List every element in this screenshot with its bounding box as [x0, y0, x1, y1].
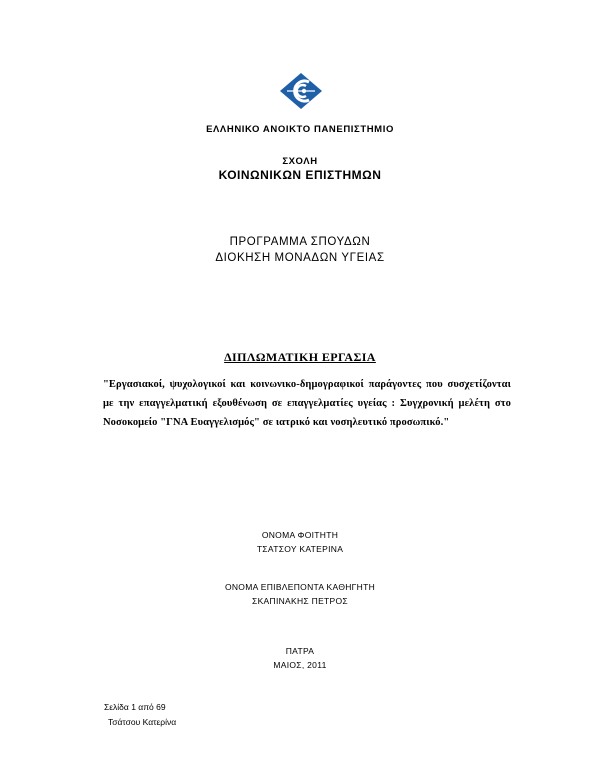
footer-page-number: Σελίδα 1 από 69	[104, 702, 166, 712]
student-label: ΟΝΟΜΑ ΦΟΙΤΗΤΗ	[261, 530, 339, 540]
supervisor-label: ΟΝΟΜΑ ΕΠΙΒΛΕΠΟΝΤΑ ΚΑΘΗΓΗΤΗ	[224, 582, 376, 592]
school-label: ΣΧΟΛΗ	[282, 156, 318, 167]
student-name: ΤΣΑΤΣΟΥ ΚΑΤΕΡΙΝΑ	[256, 544, 344, 554]
supervisor-name: ΣΚΑΠΙΝΑΚΗΣ ΠΕΤΡΟΣ	[252, 596, 348, 606]
thesis-label: ΔΙΠΛΩΜΑΤΙΚΗ ΕΡΓΑΣΙΑ	[224, 350, 376, 364]
footer-author: Τσάτσου Κατερίνα	[108, 717, 177, 727]
date: ΜΑΙΟΣ, 2011	[273, 660, 327, 670]
school-name: ΚΟΙΝΩΝΙΚΩΝ ΕΠΙΣΤΗΜΩΝ	[218, 168, 382, 182]
university-name: ΕΛΛΗΝΙΚΟ ΑΝΟΙΚΤΟ ΠΑΝΕΠΙΣΤΗΜΙΟ	[206, 124, 394, 135]
program-title: ΠΡΟΓΡΑΜΜΑ ΣΠΟΥΔΩΝ	[229, 236, 371, 248]
program-name: ΔΙΟΚΗΣΗ ΜΟΝΑΔΩΝ ΥΓΕΙΑΣ	[215, 252, 385, 264]
university-logo-icon	[279, 72, 323, 110]
thesis-title: "Εργασιακοί, ψυχολογικοί και κοινωνικο-δημογραφικοί παράγοντες που συσχετίζονται με την επαγγελματική εξουθένωση σε επαγγελματίες υγείας : Συγχρονική μελέτη στο Νοσοκομείο "ΓΝΑ Ευαγγελισμός" σε ιατρικό και νοσηλευτικό προσωπικό."	[103, 379, 511, 428]
city: ΠΑΤΡΑ	[285, 646, 315, 656]
